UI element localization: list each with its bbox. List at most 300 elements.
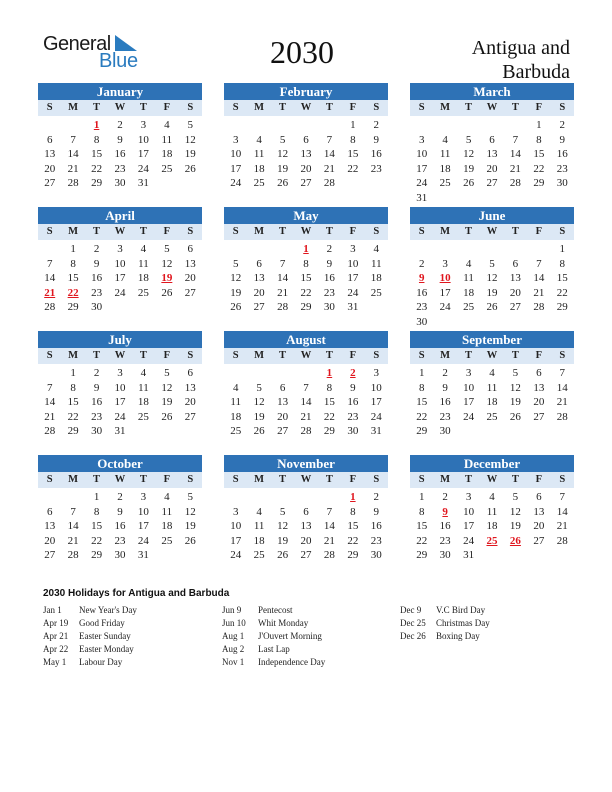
date-cell: 6 xyxy=(187,243,194,255)
date-cell: 12 xyxy=(277,520,289,533)
date-cell: 14 xyxy=(300,396,312,409)
date-cell: 19 xyxy=(184,148,196,161)
weekday-header-row xyxy=(224,348,388,364)
date-cell: 9 xyxy=(117,505,123,518)
date-cell: 22 xyxy=(533,162,545,175)
holiday-column xyxy=(43,604,137,669)
date-cell: 18 xyxy=(253,162,265,175)
date-cell: 27 xyxy=(253,301,265,314)
month-header: October xyxy=(38,455,202,472)
month-header: February xyxy=(224,83,388,100)
date-cell: 4 xyxy=(373,243,380,255)
date-cell: 22 xyxy=(416,534,428,547)
date-cell: 28 xyxy=(509,177,521,190)
date-cell: 9 xyxy=(93,257,100,270)
weekday-label: S xyxy=(559,226,566,237)
date-cell: 12 xyxy=(277,148,289,161)
date-cell: 20 xyxy=(253,286,265,299)
date-cell: 4 xyxy=(489,491,495,503)
empty-cell xyxy=(271,366,294,381)
date-cell: 16 xyxy=(114,520,126,533)
logo-text-general: General xyxy=(43,33,111,55)
date-cell: 4 xyxy=(164,119,170,131)
date-cell: 26 xyxy=(277,177,289,190)
date-cell: 8 xyxy=(93,133,100,146)
weekday-label: M xyxy=(440,226,451,237)
holiday-item xyxy=(222,630,325,643)
month-january xyxy=(38,83,202,191)
date-cell: 8 xyxy=(93,505,100,518)
weekday-label: F xyxy=(163,474,171,485)
date-cell: 28 xyxy=(277,301,289,314)
date-cell: 27 xyxy=(184,286,196,299)
date-cell: 2 xyxy=(559,119,566,131)
empty-cell xyxy=(247,366,270,381)
date-cell: 12 xyxy=(184,133,196,146)
date-cell: 2 xyxy=(418,257,425,270)
date-cell: 8 xyxy=(418,381,425,394)
date-cell: 17 xyxy=(114,396,126,409)
date-cell: 7 xyxy=(326,133,333,146)
country-line-2: Barbuda xyxy=(502,61,570,83)
holiday-date: 1 xyxy=(326,367,333,379)
date-cell: 17 xyxy=(416,162,428,175)
date-cell: 8 xyxy=(70,257,76,270)
date-cell: 26 xyxy=(161,286,173,299)
date-cell: 29 xyxy=(91,549,103,562)
weekday-label: F xyxy=(349,226,357,237)
month-august xyxy=(224,331,388,439)
date-cell: 23 xyxy=(439,410,451,423)
date-cell: 1 xyxy=(70,243,76,255)
date-cell: 31 xyxy=(347,301,359,314)
date-cell: 16 xyxy=(370,520,382,533)
date-cell: 23 xyxy=(416,301,428,314)
date-cell: 24 xyxy=(439,301,451,314)
date-cell: 2 xyxy=(373,119,380,131)
date-cell: 27 xyxy=(184,410,196,423)
date-cell: 13 xyxy=(486,148,498,161)
date-cell: 8 xyxy=(536,133,542,146)
date-cell: 8 xyxy=(350,133,356,146)
date-cell: 13 xyxy=(277,396,289,409)
date-cell: 5 xyxy=(279,505,286,518)
date-cell: 17 xyxy=(230,162,242,175)
date-cell: 14 xyxy=(509,148,521,161)
holiday-date-label: Apr 21 xyxy=(43,631,69,641)
date-cell: 18 xyxy=(370,272,382,285)
date-cell: 20 xyxy=(44,162,56,175)
weekday-label: F xyxy=(163,226,171,237)
date-cell: 19 xyxy=(463,162,475,175)
weekday-label: S xyxy=(418,102,425,113)
weekday-label: M xyxy=(254,226,265,237)
weekday-header-row xyxy=(224,472,388,488)
holidays-title: 2030 Holidays for Antigua and Barbuda xyxy=(43,588,230,599)
date-cell: 30 xyxy=(439,425,451,438)
date-cell: 29 xyxy=(67,301,79,314)
date-cell: 6 xyxy=(46,505,53,518)
date-cell: 30 xyxy=(556,177,568,190)
weekday-label: S xyxy=(187,350,194,361)
month-header: December xyxy=(410,455,574,472)
date-cell: 15 xyxy=(91,148,103,161)
date-cell: 8 xyxy=(326,381,333,394)
holiday-name: Pentecost xyxy=(258,605,293,615)
date-cell: 5 xyxy=(256,381,262,394)
weekday-label: M xyxy=(254,474,265,485)
date-cell: 3 xyxy=(140,119,147,131)
weekday-label: W xyxy=(300,102,312,113)
date-cell: 30 xyxy=(91,301,103,314)
page-title-year: 2030 xyxy=(270,34,334,70)
holiday-name: Good Friday xyxy=(79,618,125,628)
date-cell: 15 xyxy=(347,148,359,161)
date-cell: 30 xyxy=(114,549,126,562)
date-cell: 13 xyxy=(300,148,312,161)
day-grid xyxy=(38,366,202,439)
date-cell: 15 xyxy=(300,272,312,285)
date-cell: 31 xyxy=(137,549,149,562)
date-cell: 1 xyxy=(418,367,425,379)
weekday-label: T xyxy=(511,350,519,361)
weekday-label: T xyxy=(511,102,519,113)
weekday-label: T xyxy=(325,474,333,485)
date-cell: 20 xyxy=(509,286,521,299)
date-cell: 29 xyxy=(67,425,79,438)
weekday-label: W xyxy=(486,102,498,113)
holiday-item xyxy=(400,630,490,643)
date-cell: 13 xyxy=(44,520,56,533)
holiday-date-label: Dec 9 xyxy=(400,605,422,615)
date-cell: 25 xyxy=(161,162,173,175)
empty-cell xyxy=(61,118,84,133)
date-cell: 7 xyxy=(279,257,286,270)
date-cell: 16 xyxy=(323,272,335,285)
date-cell: 26 xyxy=(184,534,196,547)
holiday-date-label: Nov 1 xyxy=(222,657,245,667)
date-cell: 29 xyxy=(300,301,312,314)
empty-cell xyxy=(433,118,456,133)
date-cell: 24 xyxy=(370,410,382,423)
date-cell: 18 xyxy=(439,162,451,175)
empty-cell xyxy=(224,366,247,381)
month-march xyxy=(410,83,574,206)
month-september xyxy=(410,331,574,439)
date-cell: 21 xyxy=(509,162,521,175)
day-grid xyxy=(38,490,202,563)
day-grid xyxy=(38,118,202,191)
date-cell: 23 xyxy=(439,534,451,547)
date-cell: 25 xyxy=(439,177,451,190)
date-cell: 11 xyxy=(138,381,149,394)
date-cell: 25 xyxy=(463,301,475,314)
weekday-header-row xyxy=(224,100,388,116)
date-cell: 4 xyxy=(442,133,448,146)
weekday-label: W xyxy=(486,226,498,237)
date-cell: 5 xyxy=(465,133,472,146)
date-cell: 19 xyxy=(230,286,242,299)
date-cell: 27 xyxy=(509,301,521,314)
date-cell: 28 xyxy=(44,425,56,438)
weekday-header-row xyxy=(38,224,202,240)
date-cell: 23 xyxy=(556,162,568,175)
date-cell: 6 xyxy=(489,133,495,146)
date-cell: 12 xyxy=(253,396,265,409)
date-cell: 30 xyxy=(416,315,428,328)
weekday-label: T xyxy=(465,474,473,485)
date-cell: 28 xyxy=(323,549,335,562)
date-cell: 20 xyxy=(184,396,196,409)
date-cell: 13 xyxy=(184,257,196,270)
date-cell: 13 xyxy=(533,505,545,518)
weekday-label: F xyxy=(349,102,357,113)
date-cell: 16 xyxy=(416,286,428,299)
date-cell: 12 xyxy=(161,381,173,394)
empty-cell xyxy=(527,242,550,257)
holiday-date-label: Apr 19 xyxy=(43,618,69,628)
date-cell: 12 xyxy=(161,257,173,270)
date-cell: 29 xyxy=(91,177,103,190)
weekday-label: T xyxy=(325,102,333,113)
date-cell: 11 xyxy=(161,133,173,146)
date-cell: 29 xyxy=(556,301,568,314)
date-cell: 10 xyxy=(230,520,242,533)
date-cell: 11 xyxy=(463,272,474,285)
date-cell: 5 xyxy=(279,133,286,146)
date-cell: 29 xyxy=(416,425,428,438)
date-cell: 27 xyxy=(486,177,498,190)
empty-cell xyxy=(457,118,480,133)
holiday-date: 9 xyxy=(442,505,448,518)
date-cell: 18 xyxy=(230,410,242,423)
date-cell: 28 xyxy=(556,534,568,547)
empty-cell xyxy=(457,242,480,257)
weekday-label: S xyxy=(232,226,239,237)
date-cell: 10 xyxy=(463,505,475,518)
date-cell: 12 xyxy=(486,272,498,285)
empty-cell xyxy=(318,490,341,505)
date-cell: 28 xyxy=(67,549,79,562)
date-cell: 17 xyxy=(463,520,475,533)
weekday-header-row xyxy=(410,472,574,488)
date-cell: 22 xyxy=(347,534,359,547)
date-cell: 15 xyxy=(347,520,359,533)
date-cell: 24 xyxy=(137,534,149,547)
weekday-label: W xyxy=(486,474,498,485)
date-cell: 20 xyxy=(300,162,312,175)
date-cell: 29 xyxy=(347,549,359,562)
day-grid xyxy=(410,366,574,439)
date-cell: 9 xyxy=(326,257,333,270)
date-cell: 13 xyxy=(184,381,196,394)
date-cell: 1 xyxy=(536,119,542,131)
holiday-item xyxy=(222,643,325,656)
weekday-label: T xyxy=(279,350,287,361)
weekday-label: M xyxy=(440,350,451,361)
holiday-date: 10 xyxy=(439,272,451,285)
date-cell: 24 xyxy=(463,410,475,423)
weekday-label: F xyxy=(163,350,171,361)
date-cell: 18 xyxy=(137,272,149,285)
date-cell: 14 xyxy=(44,396,56,409)
date-cell: 10 xyxy=(137,505,149,518)
month-header: August xyxy=(224,331,388,348)
weekday-header-row xyxy=(410,224,574,240)
date-cell: 28 xyxy=(67,177,79,190)
holiday-date: 1 xyxy=(93,119,100,131)
empty-cell xyxy=(294,366,317,381)
weekday-label: S xyxy=(418,226,425,237)
date-cell: 2 xyxy=(442,367,448,379)
holiday-item xyxy=(43,630,137,643)
logo-text-blue: Blue xyxy=(99,50,138,72)
date-cell: 23 xyxy=(323,286,335,299)
empty-cell xyxy=(38,242,61,257)
weekday-header-row xyxy=(38,472,202,488)
weekday-label: T xyxy=(465,102,473,113)
date-cell: 12 xyxy=(230,272,242,285)
date-cell: 4 xyxy=(140,243,147,255)
date-cell: 5 xyxy=(187,119,194,131)
holiday-date: 26 xyxy=(509,534,521,547)
date-cell: 15 xyxy=(416,396,428,409)
date-cell: 7 xyxy=(46,257,53,270)
date-cell: 7 xyxy=(303,381,309,394)
weekday-label: T xyxy=(93,226,101,237)
date-cell: 21 xyxy=(44,410,56,423)
date-cell: 24 xyxy=(463,534,475,547)
empty-cell xyxy=(38,366,61,381)
date-cell: 2 xyxy=(117,491,123,503)
holiday-item xyxy=(222,617,325,630)
date-cell: 5 xyxy=(164,367,170,379)
date-cell: 6 xyxy=(512,257,519,270)
date-cell: 31 xyxy=(114,425,126,438)
holiday-date: 1 xyxy=(303,243,309,255)
date-cell: 26 xyxy=(486,301,498,314)
date-cell: 11 xyxy=(439,148,451,161)
weekday-label: W xyxy=(300,474,312,485)
date-cell: 13 xyxy=(44,148,56,161)
date-cell: 22 xyxy=(300,286,312,299)
date-cell: 30 xyxy=(91,425,103,438)
weekday-label: T xyxy=(279,474,287,485)
empty-cell xyxy=(247,118,270,133)
date-cell: 25 xyxy=(253,177,265,190)
date-cell: 19 xyxy=(277,534,289,547)
date-cell: 29 xyxy=(416,549,428,562)
date-cell: 9 xyxy=(559,133,566,146)
weekday-label: M xyxy=(68,102,79,113)
weekday-label: T xyxy=(93,102,101,113)
date-cell: 10 xyxy=(463,381,475,394)
date-cell: 6 xyxy=(303,133,309,146)
date-cell: 4 xyxy=(140,367,147,379)
date-cell: 9 xyxy=(350,381,356,394)
weekday-label: W xyxy=(486,350,498,361)
date-cell: 24 xyxy=(416,177,428,190)
date-cell: 23 xyxy=(91,286,103,299)
date-cell: 10 xyxy=(347,257,359,270)
date-cell: 23 xyxy=(347,410,359,423)
date-cell: 7 xyxy=(559,491,566,503)
date-cell: 30 xyxy=(347,425,359,438)
date-cell: 30 xyxy=(114,177,126,190)
date-cell: 12 xyxy=(509,381,521,394)
date-cell: 31 xyxy=(137,177,149,190)
weekday-label: S xyxy=(559,474,566,485)
empty-cell xyxy=(410,242,433,257)
date-cell: 5 xyxy=(489,257,495,270)
empty-cell xyxy=(271,242,294,257)
date-cell: 3 xyxy=(465,367,472,379)
date-cell: 18 xyxy=(253,534,265,547)
date-cell: 1 xyxy=(350,119,356,131)
weekday-label: S xyxy=(418,474,425,485)
date-cell: 22 xyxy=(323,410,335,423)
date-cell: 26 xyxy=(277,549,289,562)
date-cell: 15 xyxy=(67,396,79,409)
date-cell: 24 xyxy=(114,410,126,423)
date-cell: 8 xyxy=(418,505,425,518)
date-cell: 9 xyxy=(117,133,123,146)
weekday-label: T xyxy=(325,350,333,361)
date-cell: 11 xyxy=(138,257,149,270)
holiday-date: 2 xyxy=(350,367,356,379)
logo xyxy=(43,33,143,73)
date-cell: 16 xyxy=(370,148,382,161)
date-cell: 15 xyxy=(323,396,335,409)
date-cell: 30 xyxy=(323,301,335,314)
date-cell: 15 xyxy=(67,272,79,285)
weekday-label: T xyxy=(93,350,101,361)
empty-cell xyxy=(224,242,247,257)
date-cell: 28 xyxy=(44,301,56,314)
date-cell: 23 xyxy=(370,162,382,175)
empty-cell xyxy=(294,490,317,505)
weekday-label: S xyxy=(46,226,53,237)
date-cell: 20 xyxy=(300,534,312,547)
date-cell: 23 xyxy=(114,162,126,175)
date-cell: 7 xyxy=(70,133,76,146)
date-cell: 5 xyxy=(512,491,519,503)
date-cell: 20 xyxy=(486,162,498,175)
holiday-column xyxy=(222,604,325,669)
day-grid xyxy=(410,118,574,206)
date-cell: 22 xyxy=(416,410,428,423)
weekday-label: M xyxy=(254,350,265,361)
holiday-name: V.C Bird Day xyxy=(436,605,486,615)
date-cell: 12 xyxy=(463,148,475,161)
date-cell: 21 xyxy=(67,162,79,175)
empty-cell xyxy=(38,490,61,505)
date-cell: 13 xyxy=(533,381,545,394)
date-cell: 7 xyxy=(536,257,542,270)
date-cell: 19 xyxy=(509,520,521,533)
weekday-label: F xyxy=(349,474,357,485)
holiday-date-label: Dec 25 xyxy=(400,618,426,628)
date-cell: 11 xyxy=(370,257,382,270)
holiday-date-label: Aug 1 xyxy=(222,631,245,641)
weekday-label: S xyxy=(232,102,239,113)
holiday-date: 21 xyxy=(44,286,56,299)
weekday-label: M xyxy=(68,226,79,237)
date-cell: 9 xyxy=(93,381,100,394)
holiday-item xyxy=(43,617,137,630)
date-cell: 17 xyxy=(463,396,475,409)
holiday-name: New Year's Day xyxy=(79,605,137,615)
